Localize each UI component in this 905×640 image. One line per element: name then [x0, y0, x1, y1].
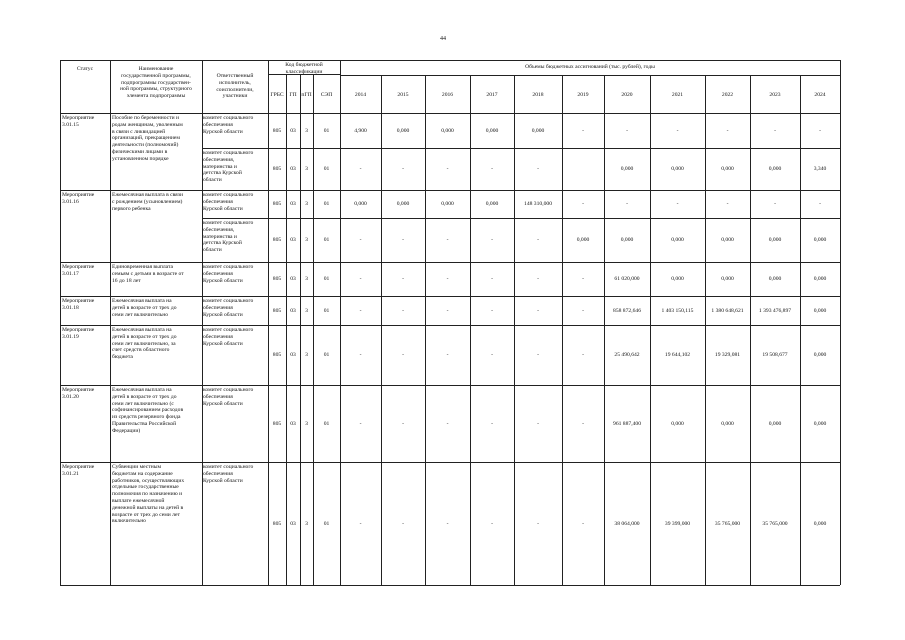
cell-sep: 01 [323, 166, 330, 172]
cell-value: - [582, 201, 584, 207]
cell-value: 19 329,081 [714, 352, 741, 358]
row-responsible: Курской области [203, 311, 243, 318]
cell-value: 25 490,642 [614, 352, 640, 358]
table-rule-v [800, 75, 801, 585]
cell-value: 0,000 [485, 127, 499, 134]
row-status: Мероприятие [62, 464, 95, 470]
cell-gp: 03 [290, 201, 296, 207]
row-name: счет средств областного [112, 347, 170, 354]
cell-value: - [359, 237, 362, 243]
row-name: 16 до 18 лет [112, 277, 141, 284]
cell-value: - [491, 276, 493, 282]
cell-value: - [359, 276, 362, 282]
cell-value: 0,000 [768, 166, 782, 172]
row-status: Мероприятие [62, 327, 95, 333]
table-rule-h [340, 75, 840, 76]
cell-value: - [446, 420, 449, 427]
cell-value: 0,000 [813, 237, 827, 243]
cell-grbs: 805 [272, 237, 282, 243]
cell-sep: 01 [323, 352, 330, 358]
cell-pgp: 3 [305, 276, 308, 282]
table-rule-v [60, 60, 61, 585]
cell-value: 0,000 [813, 420, 827, 427]
header-code-group: Код бюджетной [285, 62, 323, 68]
header-responsible: участники [222, 93, 248, 100]
cell-value: - [446, 166, 449, 172]
row-responsible: обеспечения, [203, 156, 235, 163]
cell-value: - [582, 127, 584, 134]
cell-value: 4,900 [354, 127, 367, 134]
row-responsible: обеспечения [203, 270, 233, 277]
page-number: 44 [440, 36, 446, 42]
cell-value: - [537, 520, 539, 527]
row-responsible: комитет социального [203, 327, 254, 333]
row-responsible: Курской области [203, 128, 243, 135]
cell-value: 61 020,000 [614, 276, 640, 282]
cell-gp: 03 [290, 352, 296, 358]
row-name: организаций, прекращением [112, 135, 180, 142]
header-year: 2017 [486, 92, 498, 98]
row-name: Ежемесячная выплата на [112, 387, 172, 393]
cell-value: - [582, 420, 584, 427]
header-status: Статус [76, 66, 94, 72]
row-status: Мероприятие [62, 264, 95, 270]
cell-value: - [446, 276, 449, 282]
cell-value: 0,000 [396, 127, 410, 134]
row-name: первого ребенка [112, 205, 151, 212]
cell-value: 0,000 [485, 201, 499, 207]
cell-value: - [491, 520, 493, 527]
cell-value: 1 380 648,621 [711, 307, 744, 314]
cell-value: 858 872,646 [613, 307, 641, 314]
cell-value: 0,000 [671, 166, 684, 172]
row-status: 3.01.16 [62, 198, 79, 205]
cell-value: - [582, 352, 584, 358]
row-name: включительно [112, 518, 146, 525]
table-rule-h [60, 325, 840, 326]
cell-value: - [537, 307, 539, 314]
cell-sep: 01 [323, 420, 330, 427]
cell-value: - [402, 307, 404, 314]
cell-grbs: 805 [272, 127, 282, 134]
row-name: Ежемесячная выплата в связи [112, 192, 183, 198]
table-rule-h [60, 296, 840, 297]
row-name: деятельности (полномочий) [112, 142, 179, 149]
row-responsible: комитет социального [203, 298, 254, 304]
cell-value: - [582, 520, 584, 527]
row-responsible: области [203, 247, 222, 254]
cell-value: - [359, 166, 362, 172]
cell-value: - [582, 307, 584, 314]
cell-gp: 03 [290, 166, 296, 172]
table-rule-v [268, 60, 269, 585]
cell-value: - [819, 201, 821, 207]
table-rule-v [514, 75, 515, 585]
cell-value: 961 887,400 [613, 420, 641, 427]
cell-value: - [402, 520, 404, 527]
row-responsible: материнства и [203, 233, 237, 240]
header-year: 2014 [354, 92, 367, 98]
cell-value: 0,000 [531, 127, 545, 134]
row-name: с рождением (усыновлением) [112, 198, 183, 205]
cell-gp: 03 [290, 237, 296, 243]
cell-gp: 03 [290, 420, 296, 427]
row-status: 3.01.20 [62, 393, 79, 400]
table-rule-v [202, 60, 203, 585]
table-rule-v [300, 74, 301, 585]
cell-value: - [359, 520, 362, 527]
row-responsible: материнства и [203, 163, 237, 170]
row-name: отдельные государственные [112, 484, 179, 491]
row-status: 3.01.19 [62, 333, 79, 340]
header-code-col: СЭП [320, 92, 333, 98]
cell-value: - [774, 201, 776, 207]
header-code-col: ГП [289, 92, 297, 98]
row-name: софинансированием расходов [112, 407, 184, 414]
table-rule-h [202, 218, 840, 219]
cell-value: - [726, 201, 729, 207]
row-responsible: обеспечения [203, 198, 233, 205]
cell-value: - [446, 307, 449, 314]
row-name: семи лет включительно [112, 311, 169, 318]
header-responsible: исполнитель, [219, 79, 251, 86]
cell-value: - [537, 237, 539, 243]
cell-value: 0,000 [721, 276, 734, 282]
row-responsible: Курской области [203, 205, 243, 212]
cell-value: - [626, 127, 628, 134]
cell-value: 0,000 [354, 201, 367, 207]
row-name: детей в возрасте от трех до [112, 304, 177, 311]
cell-value: - [402, 237, 404, 243]
cell-value: - [676, 201, 679, 207]
row-name: в связи с ликвидацией [112, 128, 166, 135]
table-rule-h [60, 385, 840, 386]
row-responsible: комитет социального [203, 464, 254, 470]
cell-value: 0,000 [721, 166, 734, 172]
table-rule-h [60, 462, 840, 463]
row-responsible: обеспечения [203, 304, 233, 311]
row-status: Мероприятие [62, 387, 95, 393]
cell-value: 0,000 [813, 276, 827, 282]
cell-value: - [774, 127, 776, 134]
header-year: 2022 [721, 92, 734, 98]
cell-pgp: 3 [305, 307, 308, 314]
cell-value: 38 064,000 [614, 520, 640, 527]
cell-pgp: 3 [305, 201, 308, 207]
row-responsible: Курской области [203, 477, 243, 484]
cell-value: 0,000 [441, 127, 454, 134]
header-code-group: классификации [285, 68, 323, 75]
cell-grbs: 805 [272, 166, 282, 172]
cell-value: 1 393 476,897 [758, 307, 792, 314]
cell-value: 0,000 [813, 352, 827, 358]
table-rule-h [60, 113, 840, 114]
table-rule-v [705, 75, 706, 585]
header-code-col: пГП [301, 92, 312, 98]
row-responsible: области [203, 177, 222, 184]
row-name: установленном порядке [112, 155, 169, 162]
cell-gp: 03 [290, 307, 296, 314]
table-rule-h [60, 585, 840, 586]
cell-gp: 03 [290, 276, 296, 282]
cell-sep: 01 [323, 276, 330, 282]
row-name: родам женщинам, уволенным [112, 121, 183, 128]
row-responsible: Курской области [203, 277, 243, 284]
cell-pgp: 3 [305, 520, 308, 527]
header-name: элемента подпрограммы [126, 93, 186, 100]
table-rule-v [286, 74, 287, 585]
cell-value: 0,000 [671, 420, 684, 427]
header-year: 2023 [769, 92, 781, 98]
cell-grbs: 805 [272, 352, 282, 358]
cell-value: - [582, 276, 584, 282]
header-year: 2015 [397, 92, 409, 98]
row-name: бюджетам на содержание [112, 470, 173, 477]
row-status: Мероприятие [62, 192, 95, 198]
cell-grbs: 805 [272, 520, 282, 527]
table-rule-v [750, 75, 751, 585]
row-status: 3.01.18 [62, 304, 79, 311]
row-responsible: комитет социального [203, 150, 254, 156]
cell-sep: 01 [323, 201, 330, 207]
row-responsible: Курской области [203, 400, 243, 407]
cell-value: - [402, 166, 404, 172]
row-name: детей в возрасте от трех до [112, 393, 177, 400]
cell-value: - [402, 352, 404, 358]
cell-value: - [359, 420, 362, 427]
cell-value: - [537, 420, 539, 427]
row-status: Мероприятие [62, 115, 95, 121]
row-name: Пособие по беременности и [112, 115, 179, 121]
cell-value: - [537, 276, 539, 282]
table-rule-h [60, 262, 840, 263]
cell-sep: 01 [323, 520, 330, 527]
cell-value: - [726, 127, 729, 134]
header-name: ной программы, структурного [120, 86, 192, 93]
row-responsible: комитет социального [203, 387, 254, 393]
row-name: семьям с детьми в возрасте от [112, 270, 184, 277]
table-rule-v [604, 75, 605, 585]
header-year: 2018 [532, 92, 544, 98]
cell-value: 0,000 [768, 420, 782, 427]
header-code-col: ГРБС [270, 92, 284, 98]
row-responsible: обеспечения [203, 393, 233, 400]
cell-pgp: 3 [305, 420, 308, 427]
table-rule-v [470, 75, 471, 585]
cell-pgp: 3 [305, 127, 308, 134]
cell-value: - [491, 307, 493, 314]
row-status: 3.01.21 [62, 470, 79, 477]
cell-sep: 01 [323, 237, 330, 243]
cell-value: 39 399,000 [664, 520, 691, 527]
row-name: Субвенции местным [112, 464, 162, 470]
row-name: полномочия по назначению и [112, 491, 183, 498]
row-responsible: обеспечения [203, 333, 233, 340]
cell-value: - [676, 127, 679, 134]
row-responsible: комитет социального [203, 220, 254, 226]
row-responsible: Курской области [203, 340, 243, 347]
row-name: семи лет включительно, за [112, 340, 176, 347]
row-responsible: обеспечения [203, 121, 233, 128]
row-name: Ежемесячная выплата на [112, 327, 172, 333]
row-name: из средств резервного фонда [112, 414, 181, 421]
cell-value: - [446, 352, 449, 358]
cell-gp: 03 [290, 520, 296, 527]
row-name: физическими лицами в [112, 149, 168, 155]
header-year: 2024 [814, 92, 826, 98]
row-status: Мероприятие [62, 298, 95, 304]
row-name: семи лет включительно (с [112, 400, 174, 407]
cell-grbs: 805 [272, 307, 282, 314]
table-rule-v [840, 60, 841, 585]
cell-grbs: 805 [272, 420, 282, 427]
cell-grbs: 805 [272, 276, 282, 282]
cell-value: - [491, 166, 493, 172]
cell-pgp: 3 [305, 352, 308, 358]
cell-value: 0,000 [620, 166, 634, 172]
row-responsible: комитет социального [203, 115, 254, 121]
cell-value: 0,000 [813, 520, 827, 527]
header-year: 2021 [671, 92, 684, 98]
table-rule-v [650, 75, 651, 585]
row-name: Правительства Российской [112, 421, 177, 427]
table-rule-v [340, 60, 341, 585]
cell-value: - [402, 276, 404, 282]
cell-value: - [359, 352, 362, 358]
cell-value: - [537, 166, 539, 172]
cell-value: 0,000 [768, 237, 782, 243]
cell-value: - [491, 352, 493, 358]
row-status: 3.01.15 [62, 121, 79, 128]
cell-value: 0,000 [671, 237, 684, 243]
row-responsible: детства Курской [203, 240, 242, 247]
cell-value: 0,000 [620, 237, 634, 243]
cell-value: 0,000 [441, 201, 454, 207]
row-name: работников, осуществляющих [112, 477, 185, 484]
cell-value: - [537, 352, 539, 358]
table-rule-h [202, 148, 840, 149]
cell-value: 19 644,102 [664, 352, 691, 358]
cell-value: - [446, 237, 449, 243]
cell-value: 0,000 [396, 201, 410, 207]
cell-value: 0,000 [721, 420, 734, 427]
cell-sep: 01 [323, 127, 330, 134]
cell-value: - [626, 201, 628, 207]
header-name: подпрограммы государствен- [121, 79, 191, 86]
cell-value: 1 403 150,115 [661, 307, 694, 314]
table-rule-h [60, 60, 840, 61]
cell-pgp: 3 [305, 237, 308, 243]
header-year: 2016 [441, 92, 454, 98]
row-name: денежной выплаты на детей в [112, 504, 184, 511]
row-responsible: комитет социального [203, 192, 254, 198]
table-rule-v [381, 75, 382, 585]
row-responsible: обеспечения [203, 470, 233, 477]
cell-value: 0,000 [813, 307, 827, 314]
cell-value: 35 765,000 [714, 520, 741, 527]
row-responsible: обеспечения, [203, 226, 235, 233]
header-budget-group: Объемы бюджетных ассигнований (тыс. рублей), годы [525, 64, 655, 70]
cell-value: - [491, 237, 493, 243]
cell-value: - [402, 420, 404, 427]
cell-value: 0,000 [576, 237, 590, 243]
header-name: Наименование [138, 66, 174, 72]
table-rule-v [562, 75, 563, 585]
row-name: детей в возрасте от трех до [112, 333, 177, 340]
table-rule-v [313, 74, 314, 585]
cell-value: 148 310,000 [524, 201, 552, 207]
row-name: бюджета [112, 354, 133, 361]
cell-value: 0,000 [768, 276, 782, 282]
table-rule-v [425, 75, 426, 585]
cell-gp: 03 [290, 127, 296, 134]
row-status: 3.01.17 [62, 270, 79, 277]
cell-pgp: 3 [305, 166, 308, 172]
header-year: 2020 [621, 92, 633, 98]
header-responsible: Ответственный [216, 73, 254, 79]
table-rule-v [110, 60, 111, 585]
row-name: возрасте от трех до семи лет [112, 511, 180, 518]
header-responsible: соисполнители, [216, 86, 254, 93]
cell-grbs: 805 [272, 201, 282, 207]
cell-value: 3,340 [813, 166, 827, 172]
row-name: выплате ежемесячной [112, 498, 165, 504]
cell-value: - [491, 420, 493, 427]
header-name: государственной программы, [121, 72, 191, 79]
cell-value: 19 508,677 [762, 352, 788, 358]
cell-value: - [819, 127, 821, 134]
table-rule-h [60, 190, 840, 191]
row-responsible: комитет социального [203, 264, 254, 270]
row-responsible: детства Курской [203, 170, 242, 177]
cell-sep: 01 [323, 307, 330, 314]
cell-value: 0,000 [671, 276, 684, 282]
cell-value: 35 765,000 [762, 520, 788, 527]
cell-value: - [359, 307, 362, 314]
cell-value: 0,000 [721, 237, 734, 243]
header-year: 2019 [577, 92, 589, 98]
cell-value: - [446, 520, 449, 527]
row-name: Ежемесячная выплата на [112, 298, 172, 304]
row-name: Единовременная выплата [112, 264, 173, 270]
row-name: Федерации) [112, 427, 141, 434]
